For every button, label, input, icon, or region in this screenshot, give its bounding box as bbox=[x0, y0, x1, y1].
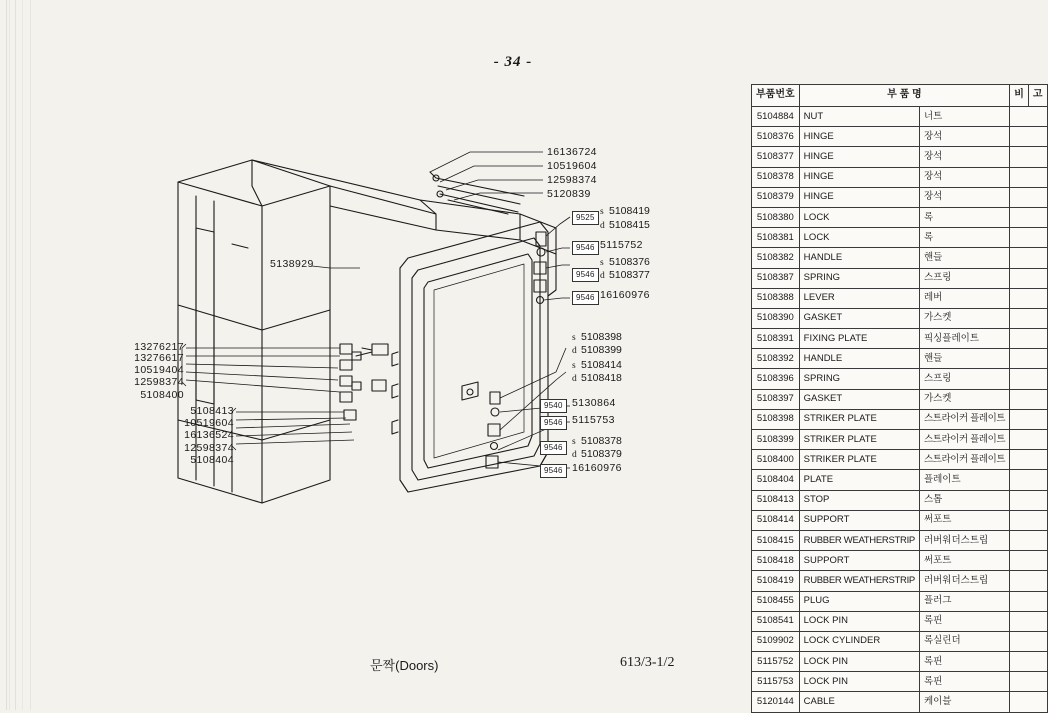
footer-code: 613/3-1/2 bbox=[620, 655, 675, 670]
cell-remark bbox=[1010, 591, 1047, 611]
cell-part-number: 5115753 bbox=[752, 672, 800, 692]
table-row bbox=[752, 430, 1048, 450]
cell-part-name-kr: 록실린더 bbox=[919, 631, 1009, 651]
cell-part-name-kr: 스톱 bbox=[919, 490, 1009, 510]
cell-part-name-en: SUPPORT bbox=[799, 510, 919, 530]
cell-part-name-en: HINGE bbox=[799, 147, 919, 167]
callout-10519604-left: 10519604 bbox=[184, 417, 234, 429]
table-row bbox=[752, 490, 1048, 510]
table-row bbox=[752, 268, 1048, 288]
cell-part-name-kr: 스프링 bbox=[919, 268, 1009, 288]
sd-5108418: d 5108418 bbox=[572, 372, 622, 384]
cell-remark bbox=[1010, 329, 1047, 349]
cell-part-name-en: STOP bbox=[799, 490, 919, 510]
cell-part-number: 5104884 bbox=[752, 107, 800, 127]
table-row bbox=[752, 207, 1048, 227]
cell-remark bbox=[1010, 207, 1047, 227]
cell-remark bbox=[1010, 167, 1047, 187]
header-part-number: 부품번호 bbox=[752, 85, 800, 107]
cell-part-name-en: RUBBER WEATHERSTRIP bbox=[799, 530, 919, 550]
cell-remark bbox=[1010, 490, 1047, 510]
callout-12598374: 12598374 bbox=[547, 174, 597, 186]
cell-part-number: 5108414 bbox=[752, 510, 800, 530]
cell-part-number: 5108396 bbox=[752, 369, 800, 389]
table-row bbox=[752, 611, 1048, 631]
cell-remark bbox=[1010, 611, 1047, 631]
cell-part-number: 5108388 bbox=[752, 288, 800, 308]
cell-part-name-kr: 가스켓 bbox=[919, 389, 1009, 409]
cell-part-name-kr: 장석 bbox=[919, 127, 1009, 147]
cell-part-name-kr: 핸들 bbox=[919, 349, 1009, 369]
cell-remark bbox=[1010, 430, 1047, 450]
cell-remark bbox=[1010, 308, 1047, 328]
cell-part-name-en: LOCK bbox=[799, 207, 919, 227]
cell-remark bbox=[1010, 389, 1047, 409]
table-row bbox=[752, 349, 1048, 369]
table-row bbox=[752, 228, 1048, 248]
cell-part-number: 5108392 bbox=[752, 349, 800, 369]
callout-5130864: 5130864 bbox=[572, 397, 616, 409]
tag-9546-d: 9546 bbox=[540, 416, 567, 430]
callout-5108404: 5108404 bbox=[190, 454, 234, 466]
cell-part-number: 5108455 bbox=[752, 591, 800, 611]
cell-remark bbox=[1010, 228, 1047, 248]
cell-remark bbox=[1010, 147, 1047, 167]
header-remark-2: 고 bbox=[1028, 85, 1047, 107]
table-row bbox=[752, 329, 1048, 349]
cell-part-name-en: STRIKER PLATE bbox=[799, 430, 919, 450]
sd-5108376: s 5108376 bbox=[600, 256, 650, 268]
cell-remark bbox=[1010, 692, 1047, 712]
cell-part-number: 5108400 bbox=[752, 450, 800, 470]
cell-remark bbox=[1010, 288, 1047, 308]
header-remark-1: 비 bbox=[1010, 85, 1029, 107]
callout-5108400: 5108400 bbox=[140, 389, 184, 401]
cell-part-name-kr: 장석 bbox=[919, 147, 1009, 167]
cell-remark bbox=[1010, 652, 1047, 672]
cell-part-name-en: STRIKER PLATE bbox=[799, 409, 919, 429]
callout-5138929: 5138929 bbox=[270, 258, 314, 270]
table-row bbox=[752, 652, 1048, 672]
tag-9546-a: 9546 bbox=[572, 241, 599, 255]
cell-part-name-kr: 장석 bbox=[919, 167, 1009, 187]
cell-part-number: 5108381 bbox=[752, 228, 800, 248]
table-row bbox=[752, 409, 1048, 429]
cell-part-number: 5108377 bbox=[752, 147, 800, 167]
table-header-row bbox=[752, 85, 1048, 107]
table-row bbox=[752, 187, 1048, 207]
cell-part-name-en: NUT bbox=[799, 107, 919, 127]
cell-part-number: 5108380 bbox=[752, 207, 800, 227]
table-row bbox=[752, 631, 1048, 651]
table-row bbox=[752, 369, 1048, 389]
cell-part-number: 5108398 bbox=[752, 409, 800, 429]
cell-remark bbox=[1010, 248, 1047, 268]
cell-remark bbox=[1010, 349, 1047, 369]
cell-part-name-kr: 픽싱플레이트 bbox=[919, 329, 1009, 349]
cell-part-name-kr: 러버워더스트립 bbox=[919, 571, 1009, 591]
tag-9546-e: 9546 bbox=[540, 441, 567, 455]
callout-13276217: 13276217 bbox=[134, 341, 184, 353]
cell-part-name-kr: 스트라이커 플레이트 bbox=[919, 450, 1009, 470]
cell-part-number: 5115752 bbox=[752, 652, 800, 672]
cell-part-number: 5108390 bbox=[752, 308, 800, 328]
cell-part-name-en: GASKET bbox=[799, 389, 919, 409]
sd-5108398: s 5108398 bbox=[572, 331, 622, 343]
callout-5120839: 5120839 bbox=[547, 188, 591, 200]
cell-part-number: 5108418 bbox=[752, 551, 800, 571]
cell-remark bbox=[1010, 551, 1047, 571]
cell-part-name-kr: 록핀 bbox=[919, 652, 1009, 672]
table-row bbox=[752, 470, 1048, 490]
cell-remark bbox=[1010, 470, 1047, 490]
tag-9546-c: 9546 bbox=[572, 291, 599, 305]
cell-part-name-en: SUPPORT bbox=[799, 551, 919, 571]
cell-part-name-en: LEVER bbox=[799, 288, 919, 308]
table-row bbox=[752, 551, 1048, 571]
table-row bbox=[752, 308, 1048, 328]
callout-16136724: 16136724 bbox=[547, 146, 597, 158]
callout-5115753: 5115753 bbox=[572, 414, 615, 426]
cell-part-name-en: CABLE bbox=[799, 692, 919, 712]
cell-part-number: 5108391 bbox=[752, 329, 800, 349]
cell-part-name-kr: 너트 bbox=[919, 107, 1009, 127]
cell-part-name-kr: 써포트 bbox=[919, 551, 1009, 571]
table-row bbox=[752, 591, 1048, 611]
cell-part-name-en: RUBBER WEATHERSTRIP bbox=[799, 571, 919, 591]
cell-part-name-en: HINGE bbox=[799, 187, 919, 207]
cell-remark bbox=[1010, 409, 1047, 429]
cell-remark bbox=[1010, 187, 1047, 207]
table-row bbox=[752, 530, 1048, 550]
cell-remark bbox=[1010, 510, 1047, 530]
cell-part-name-en: LOCK bbox=[799, 228, 919, 248]
cell-part-name-en: PLATE bbox=[799, 470, 919, 490]
callout-16160976-bottom: 16160976 bbox=[572, 462, 622, 474]
cell-part-number: 5109902 bbox=[752, 631, 800, 651]
cell-part-name-kr: 레버 bbox=[919, 288, 1009, 308]
cell-part-name-en: HANDLE bbox=[799, 349, 919, 369]
footer-title: 문짝(Doors) bbox=[370, 658, 439, 673]
table-row bbox=[752, 450, 1048, 470]
cell-part-number: 5108404 bbox=[752, 470, 800, 490]
cell-part-name-en: STRIKER PLATE bbox=[799, 450, 919, 470]
parts-table bbox=[751, 84, 1048, 713]
cell-part-number: 5108415 bbox=[752, 530, 800, 550]
cell-part-name-kr: 록핀 bbox=[919, 611, 1009, 631]
cell-part-name-kr: 가스켓 bbox=[919, 308, 1009, 328]
cell-part-number: 5120144 bbox=[752, 692, 800, 712]
callout-10519404: 10519404 bbox=[134, 364, 184, 376]
table-row bbox=[752, 127, 1048, 147]
table-row bbox=[752, 107, 1048, 127]
cell-part-name-en: LOCK PIN bbox=[799, 611, 919, 631]
callout-5108413: 5108413 bbox=[190, 405, 234, 417]
table-row bbox=[752, 389, 1048, 409]
callout-12598374-left2: 12598374 bbox=[184, 442, 234, 454]
cell-part-name-kr: 스트라이커 플레이트 bbox=[919, 430, 1009, 450]
cell-part-number: 5108541 bbox=[752, 611, 800, 631]
cell-remark bbox=[1010, 571, 1047, 591]
cell-part-name-kr: 핸들 bbox=[919, 248, 1009, 268]
cell-part-number: 5108382 bbox=[752, 248, 800, 268]
sd-5108379: d 5108379 bbox=[572, 448, 622, 460]
cell-remark bbox=[1010, 631, 1047, 651]
sd-5108415: d 5108415 bbox=[600, 219, 650, 231]
cell-part-number: 5108399 bbox=[752, 430, 800, 450]
table-row bbox=[752, 248, 1048, 268]
callout-10519604: 10519604 bbox=[547, 160, 597, 172]
cell-part-name-en: SPRING bbox=[799, 268, 919, 288]
cell-part-number: 5108378 bbox=[752, 167, 800, 187]
sd-5108414: s 5108414 bbox=[572, 359, 622, 371]
cell-part-name-en: GASKET bbox=[799, 308, 919, 328]
cell-part-number: 5108419 bbox=[752, 571, 800, 591]
page-number: - 34 - bbox=[493, 54, 533, 70]
tag-9546-b: 9546 bbox=[572, 268, 599, 282]
cell-part-name-kr: 써포트 bbox=[919, 510, 1009, 530]
tag-9546-f: 9546 bbox=[540, 464, 567, 478]
cell-part-name-kr: 러버워더스트립 bbox=[919, 530, 1009, 550]
cell-part-name-kr: 스프링 bbox=[919, 369, 1009, 389]
cell-part-name-en: HANDLE bbox=[799, 248, 919, 268]
callout-13276617: 13276617 bbox=[134, 352, 184, 364]
table-row bbox=[752, 147, 1048, 167]
cell-remark bbox=[1010, 107, 1047, 127]
cell-part-name-en: HINGE bbox=[799, 167, 919, 187]
cell-part-number: 5108379 bbox=[752, 187, 800, 207]
cell-part-name-en: LOCK PIN bbox=[799, 672, 919, 692]
cell-part-number: 5108387 bbox=[752, 268, 800, 288]
tag-9540: 9540 bbox=[540, 399, 567, 413]
table-row bbox=[752, 692, 1048, 712]
cell-part-number: 5108376 bbox=[752, 127, 800, 147]
cell-remark bbox=[1010, 450, 1047, 470]
cell-part-name-en: LOCK PIN bbox=[799, 652, 919, 672]
sd-5108377: d 5108377 bbox=[600, 269, 650, 281]
cell-part-name-en: FIXING PLATE bbox=[799, 329, 919, 349]
cell-part-name-en: SPRING bbox=[799, 369, 919, 389]
header-part-name: 부 품 명 bbox=[799, 85, 1010, 107]
table-row bbox=[752, 167, 1048, 187]
sd-5108378: s 5108378 bbox=[572, 435, 622, 447]
callout-12598374-left: 12598374 bbox=[134, 376, 184, 388]
callout-16160976-top: 16160976 bbox=[600, 289, 650, 301]
table-row bbox=[752, 510, 1048, 530]
cell-remark bbox=[1010, 127, 1047, 147]
cell-part-number: 5108397 bbox=[752, 389, 800, 409]
cell-part-name-kr: 케이블 bbox=[919, 692, 1009, 712]
table-row bbox=[752, 672, 1048, 692]
cell-part-name-kr: 록 bbox=[919, 207, 1009, 227]
cell-remark bbox=[1010, 268, 1047, 288]
cell-part-name-en: LOCK CYLINDER bbox=[799, 631, 919, 651]
cell-part-name-kr: 플러그 bbox=[919, 591, 1009, 611]
cell-part-name-en: PLUG bbox=[799, 591, 919, 611]
cell-remark bbox=[1010, 530, 1047, 550]
cell-remark bbox=[1010, 369, 1047, 389]
cell-remark bbox=[1010, 672, 1047, 692]
tag-9525: 9525 bbox=[572, 211, 599, 225]
cell-part-name-kr: 플레이트 bbox=[919, 470, 1009, 490]
cell-part-name-kr: 록핀 bbox=[919, 672, 1009, 692]
cell-part-name-en: HINGE bbox=[799, 127, 919, 147]
callout-16136524: 16136524 bbox=[184, 429, 234, 441]
cell-part-name-kr: 록 bbox=[919, 228, 1009, 248]
sd-5108399: d 5108399 bbox=[572, 344, 622, 356]
table-row bbox=[752, 571, 1048, 591]
cell-part-name-kr: 스트라이커 플레이트 bbox=[919, 409, 1009, 429]
table-row bbox=[752, 288, 1048, 308]
sd-5108419: s 5108419 bbox=[600, 205, 650, 217]
cell-part-name-kr: 장석 bbox=[919, 187, 1009, 207]
cell-part-number: 5108413 bbox=[752, 490, 800, 510]
callout-5115752: 5115752 bbox=[600, 239, 643, 251]
